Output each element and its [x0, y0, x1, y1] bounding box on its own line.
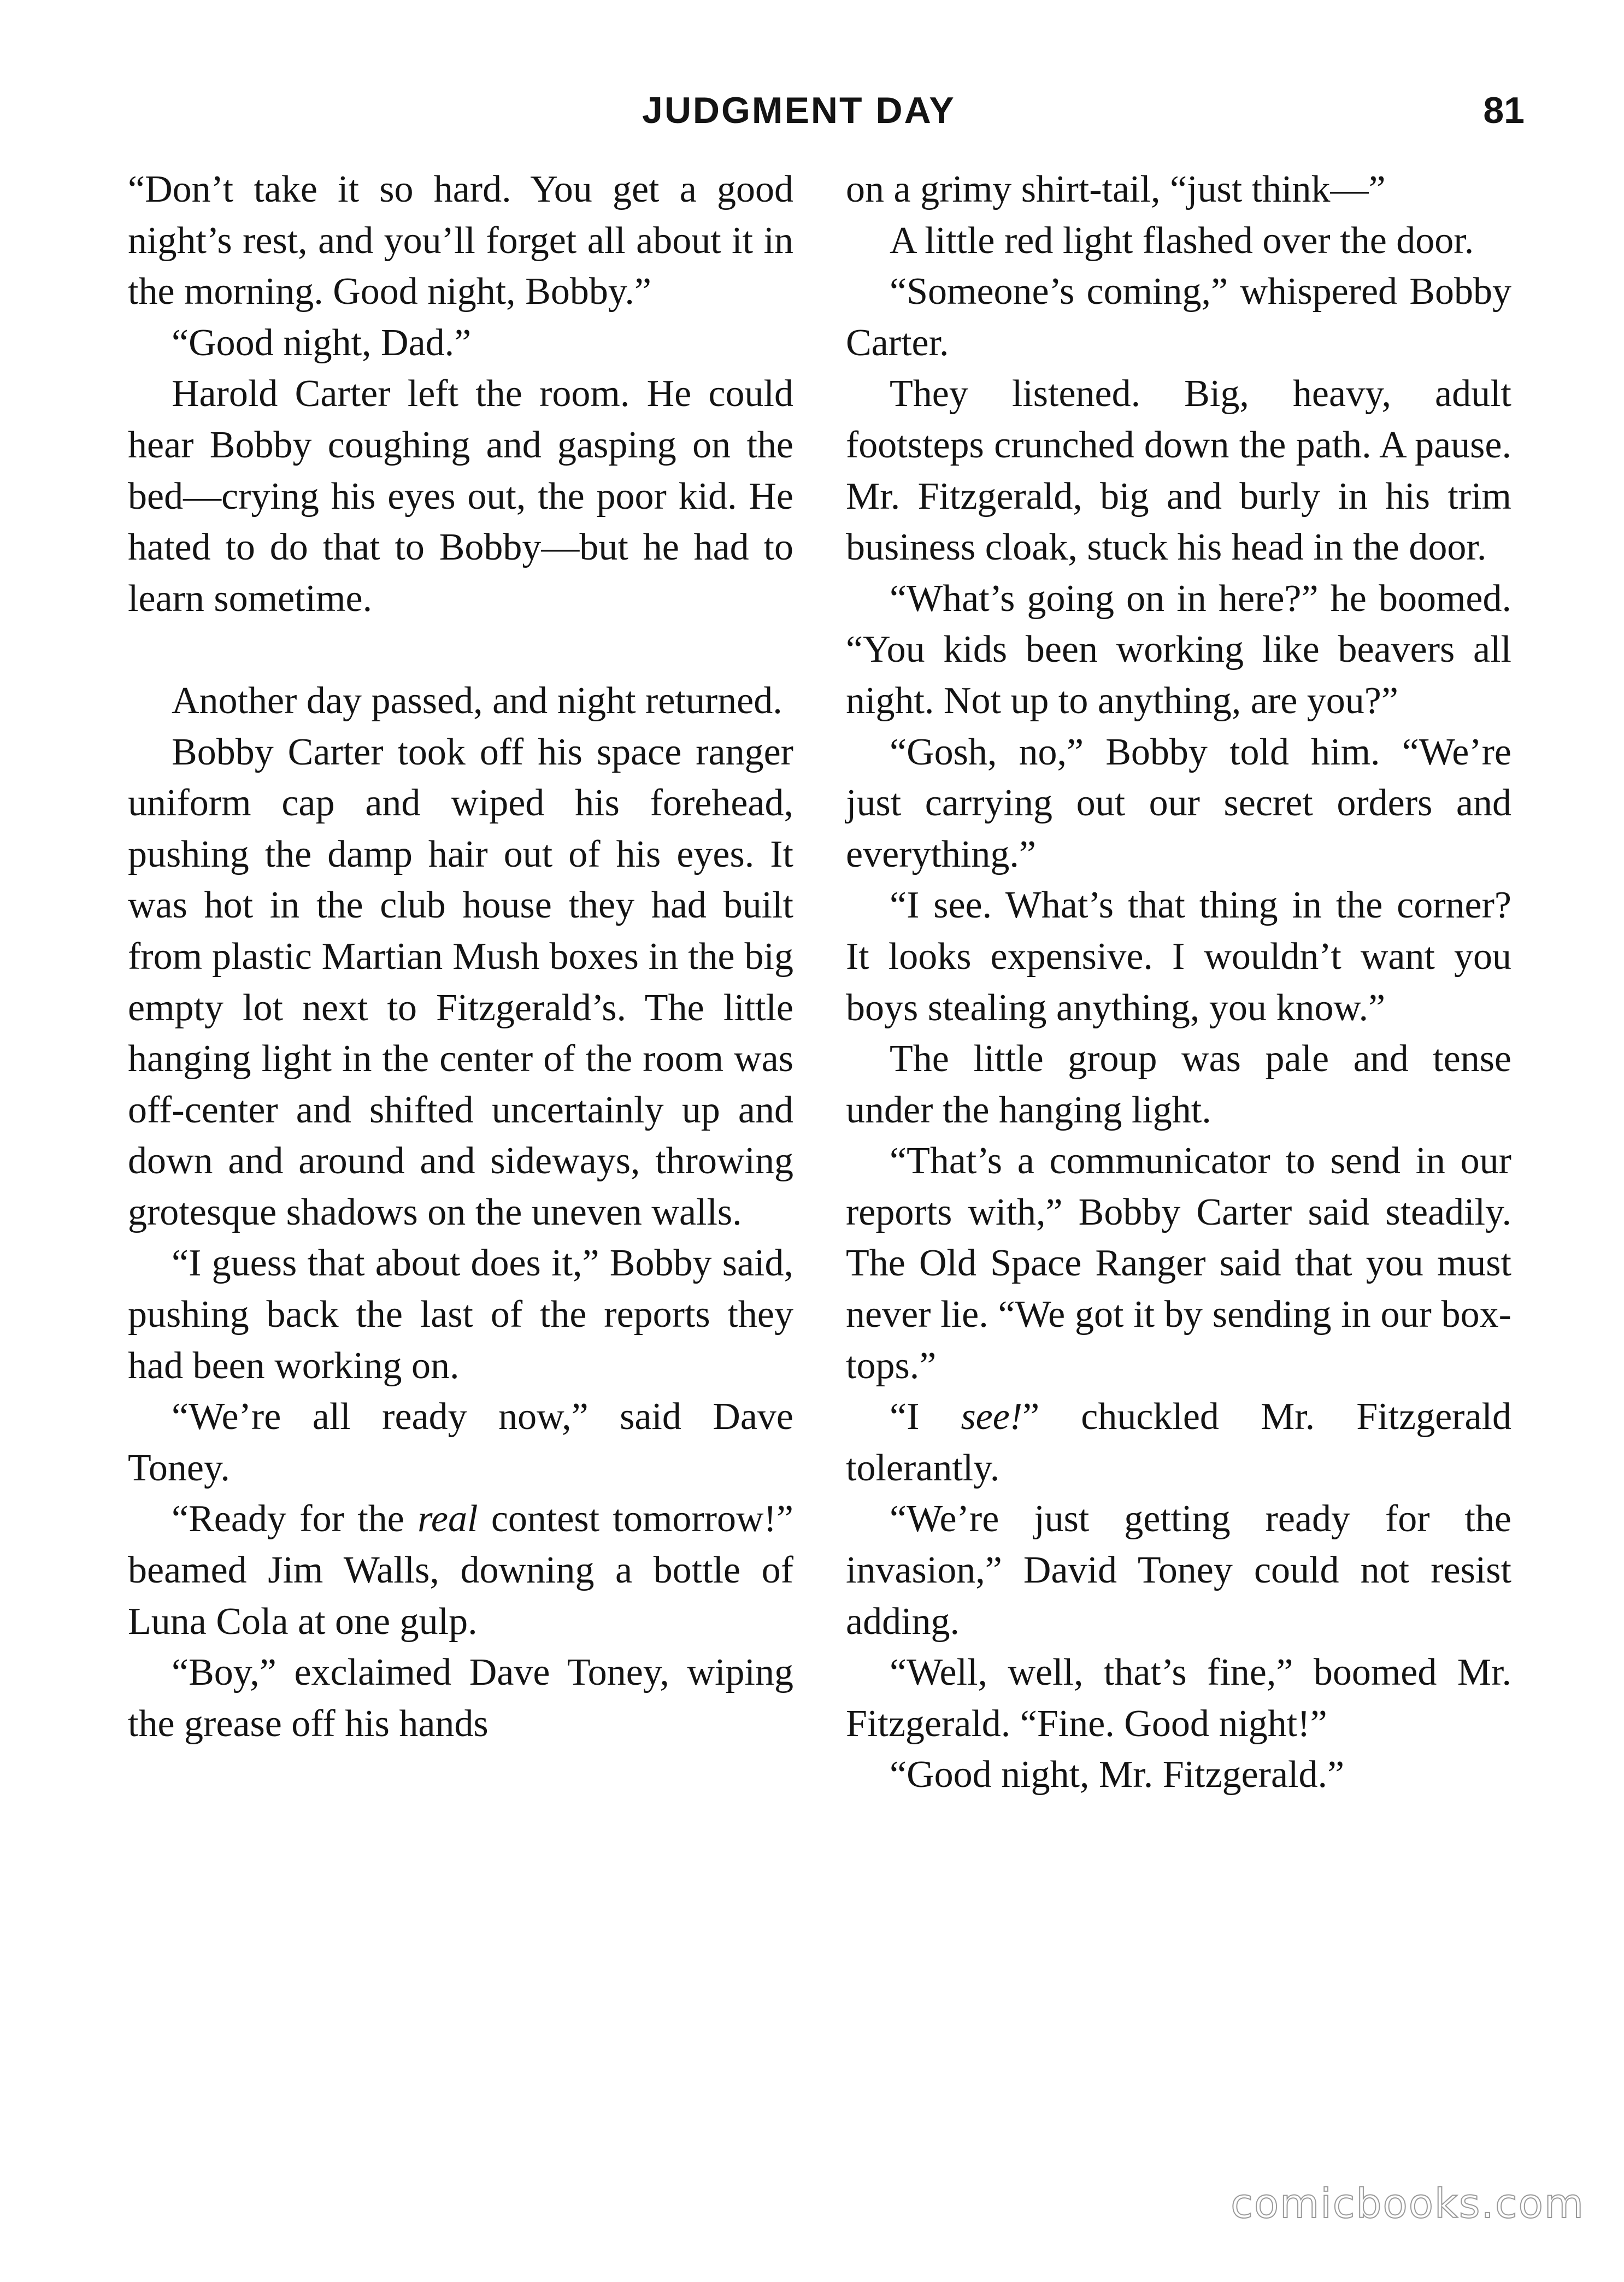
paragraph: “Good night, Mr. Fitzgerald.”	[890, 1754, 1345, 1796]
paragraph: Harold Carter left the room. He could hear Bobby coughing and gasping on the bed—crying his eyes out, the poor kid. He hated to do that to Bobby—but he had to learn sometime.	[128, 373, 793, 620]
paragraph	[846, 1391, 1511, 1493]
paragraph: Bobby Carter took off his space ranger uniform cap and wiped his forehead, pushing the damp hair out of his eyes. It was hot in the club house they had built from plastic Martian Mush boxes in the big empty lot next to Fitzgerald’s. The little hanging light in the center of the room was off-center and shifted uncertainly up and down and around and sideways, throwing grotesque shadows on the uneven walls.	[128, 731, 793, 1233]
text-run: “I	[890, 1396, 961, 1438]
paragraph: “I see. What’s that thing in the corner? It looks expensive. I wouldn’t want you boys stealing anything, you know.”	[846, 884, 1511, 1029]
left-column	[128, 164, 793, 1749]
paragraph: Another day passed, and night returned.	[172, 679, 782, 722]
paragraph	[128, 1493, 793, 1647]
paragraph: “That’s a communicator to send in our reports with,” Bobby Carter said steadily. The Old Space Ranger said that you must never lie. “We got it by sending in our box-tops.”	[846, 1140, 1511, 1387]
text-run: ” chuckled Mr. Fitzgerald tolerantly.	[846, 1396, 1511, 1489]
paragraph: They listened. Big, heavy, adult footsteps crunched down the path. A pause. Mr. Fitzgerald, big and burly in his trim business cloak, stuck his head in the door.	[846, 373, 1511, 569]
paragraph: A little red light flashed over the door.	[890, 219, 1474, 262]
emphasized-word: real	[417, 1498, 478, 1540]
paragraph: The little group was pale and tense under the hanging light.	[846, 1038, 1511, 1131]
right-column	[846, 164, 1511, 1801]
paragraph: “We’re just getting ready for the invasion,” David Toney could not resist adding.	[846, 1498, 1511, 1643]
paragraph: “I guess that about does it,” Bobby said, pushing back the last of the reports they had been working on.	[128, 1242, 793, 1387]
watermark: comicbooks.com	[1231, 2180, 1585, 2227]
page-number: 81	[1483, 90, 1525, 131]
paragraph: on a grimy shirt-tail, “just think—”	[846, 168, 1386, 210]
paragraph: “Don’t take it so hard. You get a good night’s rest, and you’ll forget all about it in the morning. Good night, Bobby.”	[128, 168, 793, 313]
paragraph: “What’s going on in here?” he boomed. “You kids been working like beavers all night. Not up to anything, are you?”	[846, 577, 1511, 722]
paragraph: “Gosh, no,” Bobby told him. “We’re just carrying out our secret orders and everything.”	[846, 731, 1511, 875]
emphasized-word: see!	[961, 1396, 1023, 1438]
paragraph: “Someone’s coming,” whispered Bobby Carter.	[846, 270, 1511, 364]
text-run: contest tomorrow!” beamed Jim Walls, downing a bottle of Luna Cola at one gulp.	[128, 1498, 793, 1643]
paragraph: “Well, well, that’s fine,” boomed Mr. Fitzgerald. “Fine. Good night!”	[846, 1651, 1511, 1745]
text-run: “Ready for the	[172, 1498, 418, 1540]
paragraph: “Good night, Dad.”	[172, 321, 472, 364]
paragraph: “Boy,” exclaimed Dave Toney, wiping the grease off his hands	[128, 1651, 793, 1745]
paragraph: “We’re all ready now,” said Dave Toney.	[128, 1396, 793, 1489]
running-head: JUDGMENT DAY	[642, 90, 956, 131]
